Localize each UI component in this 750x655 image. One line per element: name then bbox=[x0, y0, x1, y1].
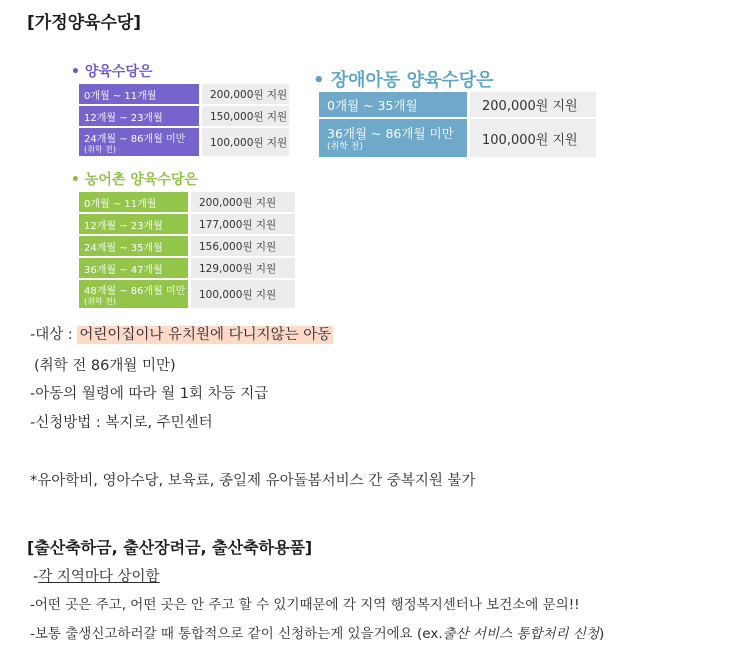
table-row bbox=[319, 119, 596, 157]
region-line bbox=[33, 565, 160, 586]
amount-cell: 100,000원 지원 bbox=[202, 128, 289, 156]
allowance-title: • 양육수당은 bbox=[71, 64, 153, 80]
target-highlight: 어린이집이나 유치원에 다니지않는 아동 bbox=[79, 327, 332, 343]
amount-cell: 200,000원 지원 bbox=[191, 192, 295, 212]
amount-cell: 177,000원 지원 bbox=[191, 214, 295, 234]
table-row bbox=[79, 236, 295, 256]
report-prefix: -보통 출생신고하러갈 때 통합적으로 같이 신청하는게 있을거에요 (ex. bbox=[30, 626, 443, 642]
section-heading-birth: [출산축하금, 출산장려금, 출산축하용품] bbox=[27, 538, 313, 557]
amount-cell: 150,000원 지원 bbox=[202, 106, 289, 126]
age-range-cell: 12개월 ~ 23개월 bbox=[79, 214, 188, 234]
report-suffix: ) bbox=[598, 626, 605, 642]
rural-allowance-title: • 농어촌 양육수당은 bbox=[71, 172, 198, 188]
apply-method-line: -신청방법 : 복지로, 주민센터 bbox=[30, 415, 213, 431]
table-row bbox=[79, 84, 289, 104]
table-row bbox=[79, 258, 295, 278]
age-range-cell: 48개월 ~ 86개월 미만 (취학 전) bbox=[79, 280, 188, 308]
disabled-allowance-table bbox=[319, 92, 596, 157]
amount-cell: 129,000원 지원 bbox=[191, 258, 295, 278]
disabled-allowance-title: • 장애아동 양육수당은 bbox=[313, 70, 494, 91]
table-row bbox=[79, 106, 289, 126]
allowance-table bbox=[79, 84, 289, 156]
region-text: 각 지역마다 상이함 bbox=[38, 569, 160, 585]
section-heading-home-care: [가정양육수당] bbox=[27, 13, 142, 33]
amount-cell: 200,000원 지원 bbox=[202, 84, 289, 104]
age-range-cell: 0개월 ~ 11개월 bbox=[79, 192, 188, 212]
age-range-cell: 0개월 ~ 11개월 bbox=[79, 84, 199, 104]
inquiry-line: -어떤 곳은 주고, 어떤 곳은 안 주고 할 수 있기때문에 각 지역 행정복지센터나 보건소에 문의!! bbox=[30, 597, 580, 613]
report-line bbox=[30, 622, 604, 642]
table-row bbox=[319, 92, 596, 117]
age-range-cell: 24개월 ~ 35개월 bbox=[79, 236, 188, 256]
amount-cell: 100,000원 지원 bbox=[470, 119, 596, 157]
rural-allowance-table bbox=[79, 192, 295, 308]
table-row bbox=[79, 192, 295, 212]
table-row bbox=[79, 128, 289, 156]
table-row bbox=[79, 280, 295, 308]
amount-cell: 100,000원 지원 bbox=[191, 280, 295, 308]
target-note: (취학 전 86개월 미만) bbox=[34, 358, 176, 374]
age-range-cell: 12개월 ~ 23개월 bbox=[79, 106, 199, 126]
age-range-cell: 24개월 ~ 86개월 미만 (취학 전) bbox=[79, 128, 199, 156]
table-row bbox=[79, 214, 295, 234]
report-italic: 출산 서비스 통합처리 신청 bbox=[442, 626, 599, 642]
age-range-cell: 36개월 ~ 86개월 미만 (취학 전) bbox=[319, 119, 467, 157]
region-prefix: - bbox=[33, 569, 39, 585]
amount-cell: 156,000원 지원 bbox=[191, 236, 295, 256]
target-line bbox=[30, 323, 333, 344]
age-range-cell: 0개월 ~ 35개월 bbox=[319, 92, 467, 117]
monthly-payment-line: -아동의 월령에 따라 월 1회 차등 지급 bbox=[30, 386, 269, 402]
duplicate-note: *유아학비, 영아수당, 보육료, 종일제 유아돌봄서비스 간 중복지원 불가 bbox=[30, 473, 476, 489]
age-range-cell: 36개월 ~ 47개월 bbox=[79, 258, 188, 278]
target-prefix: -대상 : bbox=[30, 327, 78, 343]
amount-cell: 200,000원 지원 bbox=[470, 92, 596, 117]
